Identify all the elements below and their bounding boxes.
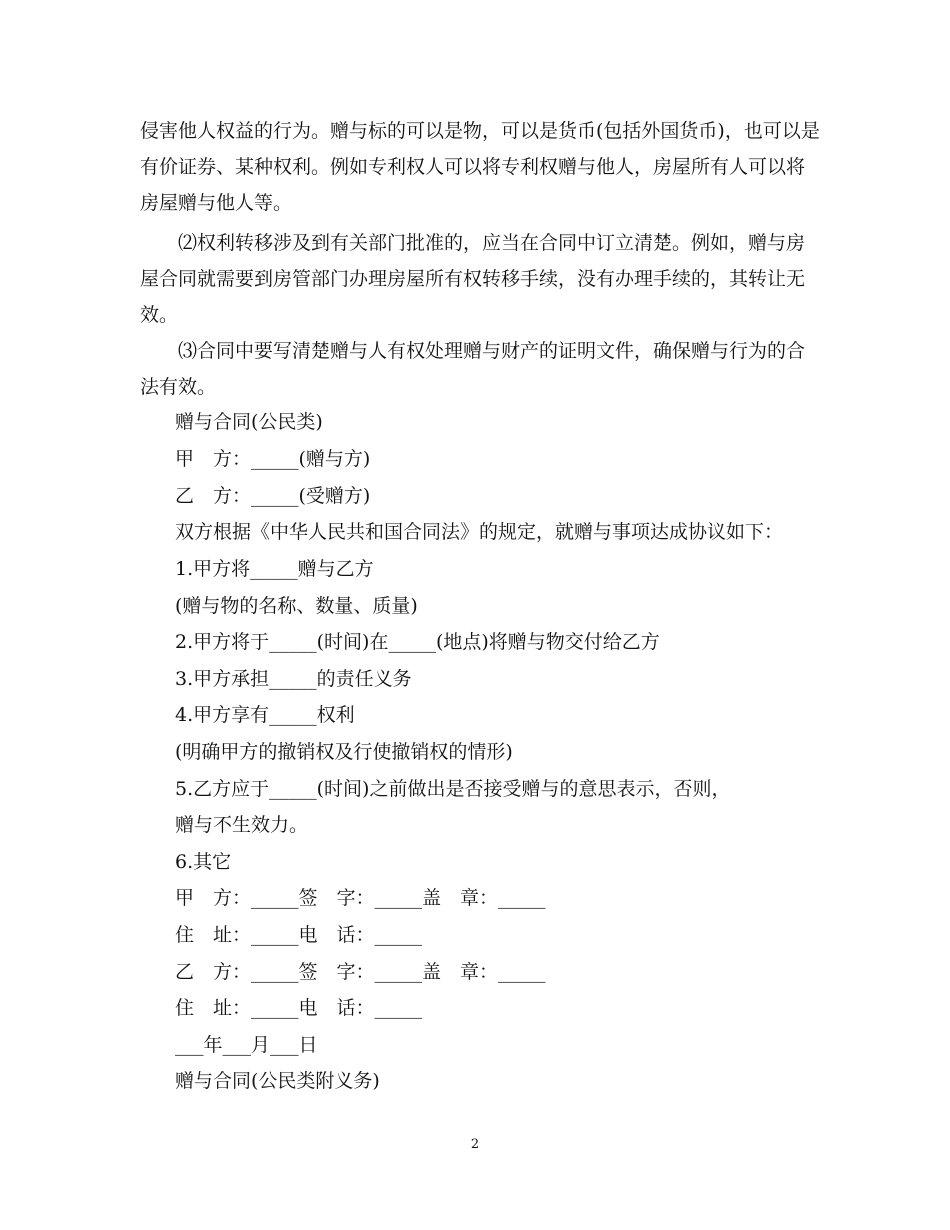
next-contract-title: 赠与合同(公民类附义务) [175,1070,380,1092]
clause-5: 5.乙方应于_____(时间)之前做出是否接受赠与的意思表示，否则， [175,778,731,800]
clause-1: 1.甲方将_____赠与乙方 [175,558,374,580]
paragraph-item-2: ⑵权利转移涉及到有关部门批准的，应当在合同中订立清楚。例如，赠与房屋合同就需要到房管部门办理房屋所有权转移手续，没有办理手续的，其转让无效。 [140,232,806,326]
clause-3: 3.甲方承担_____的责任义务 [175,668,412,690]
clause-4-note: (明确甲方的撤销权及行使撤销权的情形) [175,741,513,763]
contract-title: 赠与合同(公民类) [175,411,323,433]
party-b-line: 乙 方：_____(受赠方) [175,485,371,507]
party-a-signature-line: 甲 方：_____签 字：_____盖 章：_____ [175,887,546,909]
party-a-line: 甲 方：_____(赠与方) [175,448,371,470]
clause-5-continued: 赠与不生效力。 [175,814,309,836]
page-number: 2 [470,1137,480,1152]
clause-2: 2.甲方将于_____(时间)在_____(地点)将赠与物交付给乙方 [175,631,660,653]
clause-6: 6.其它 [175,851,232,873]
agreement-intro: 双方根据《中华人民共和国合同法》的规定，就赠与事项达成协议如下： [175,521,784,543]
clause-1-note: (赠与物的名称、数量、质量) [175,595,418,617]
party-b-signature-line: 乙 方：_____签 字：_____盖 章：_____ [175,961,546,983]
party-a-address-line: 住 址：_____电 话：_____ [175,924,423,946]
clause-4: 4.甲方享有_____权利 [175,704,355,726]
party-b-address-line: 住 址：_____电 话：_____ [175,997,423,1019]
date-line: ___年___月___日 [175,1034,318,1056]
paragraph-continuation: 侵害他人权益的行为。赠与标的可以是物，可以是货币(包括外国货币)，也可以是有价证券、某种权利。例如专利权人可以将专利权赠与他人，房屋所有人可以将房屋赠与他人等。 [140,120,820,214]
paragraph-item-3: ⑶合同中要写清楚赠与人有权处理赠与财产的证明文件，确保赠与行为的合法有效。 [140,340,806,398]
